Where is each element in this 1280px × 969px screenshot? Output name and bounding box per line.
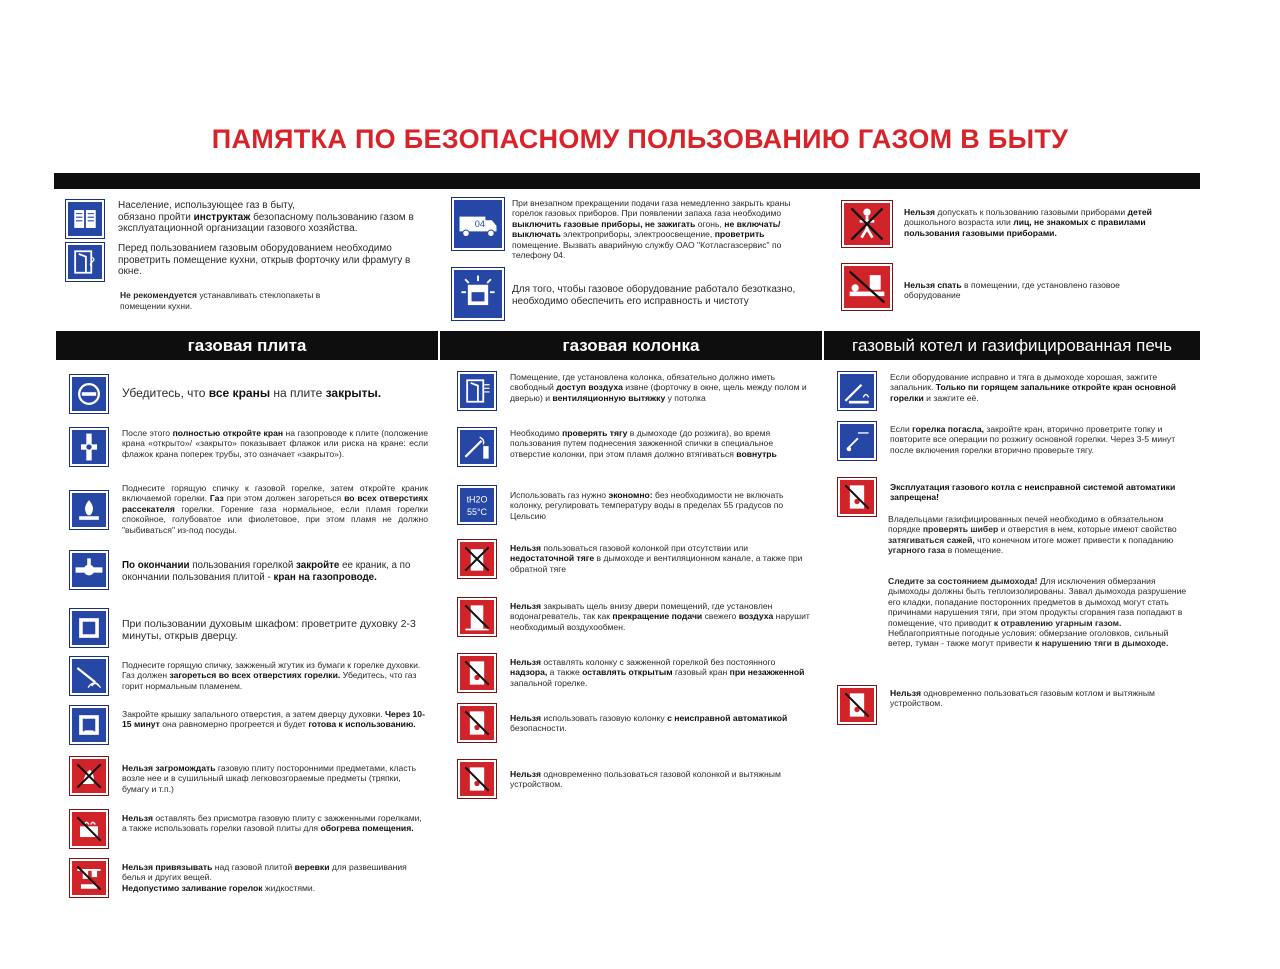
no-sleeping-icon bbox=[842, 264, 892, 310]
stove-item-1: Убедитесь, что все краны на плите закрыты. bbox=[70, 375, 430, 413]
top-item-maintenance bbox=[452, 268, 824, 320]
oven-ventilate-text: При пользовании духовым шкафом: проветрите духовку 2-3 минуты, открыв дверцу. bbox=[122, 618, 416, 642]
heater-item-4: Нельзя пользоваться газовой колонкой при отсутствии или недостаточной тяге в дымоходе и вентиляционном канале, а также при обратной тяге bbox=[458, 540, 818, 578]
no-double-glazing-note: Не рекомендуется устанавливать стеклопакеты в помещении кухни. bbox=[120, 290, 321, 311]
oven-door-icon bbox=[70, 609, 108, 647]
top-item-no-children: Нельзя допускать к пользованию газовыми приборами детей дошкольного возраста или лиц, не знакомых с правилами пользования газовыми приборами. bbox=[842, 201, 1197, 247]
phone-04-badge: 04 bbox=[474, 218, 485, 229]
heater-item-7: Нельзя использовать газовую колонку с неисправной автоматикой безопасности. bbox=[458, 704, 818, 742]
open-window-icon bbox=[66, 243, 104, 281]
svg-text:tH2O: tH2O bbox=[466, 494, 488, 505]
heater-item-3: tH2O 55°C Использовать газ нужно экономно: без необходимости не включать колонку, регулировать температуру воды в пределах 55 градусов по Цельсию bbox=[458, 486, 818, 524]
clean-stove-icon bbox=[452, 268, 504, 320]
emergency-truck-icon bbox=[452, 198, 504, 250]
section-bar-stove: газовая плита bbox=[56, 331, 438, 360]
heater-item-8: Нельзя одновременно пользоваться газовой колонкой и вытяжным устройством. bbox=[458, 760, 818, 798]
top-item-instruction: Население, использующее газ в быту, обязано пройти инструктаж безопасному пользованию газом в эксплуатационной организации газового хозяйства. bbox=[66, 200, 436, 238]
top-item-no-sleeping: Нельзя спать в помещении, где установлено газовое оборудование bbox=[842, 264, 1197, 310]
closed-valve-icon bbox=[70, 375, 108, 413]
section-bar-boiler: газовый котел и газифицированная печь bbox=[824, 331, 1200, 360]
page-title: ПАМЯТКА ПО БЕЗОПАСНОМУ ПОЛЬЗОВАНИЮ ГАЗОМ В БЫТУ bbox=[211, 124, 1069, 154]
draft-check-icon bbox=[458, 428, 496, 466]
stove-item-6: Поднесите горящую спичку, зажженый жгутик из бумаги к горелке духовки. Газ должен загореться во всех отверстиях горелки. Убедитесь, что газ горит нормальным пламенем. bbox=[70, 657, 430, 695]
instruction-book-icon bbox=[66, 200, 104, 238]
stove-item-7: Закройте крышку запального отверстия, а затем дверцу духовки. Через 10-15 минут она равномерно прогреется и будет готова к использованию. bbox=[70, 706, 430, 744]
boiler-chimney-state-note: Следите за состоянием дымохода! Для исключения обмерзания дымоходы должны быть теплоизолированы. Завал дымохода разрушение его кладки, попадание посторонних предметов в дымоход могут стать причинами нарушения тяги, при этом продукты сгорания газа попадают в помещение, что приводит к отравлению угарным газом. Неблагоприятные погодные условия: обмерзание оголовков, сильный ветер, туман - также могут привести к нарушению тяги в дымоходе. bbox=[888, 576, 1187, 649]
pipe-valve-icon bbox=[70, 428, 108, 466]
burner-flame-icon bbox=[70, 491, 108, 529]
boiler-item-2: Если горелка погасла, закройте кран, вторично проветрите топку и повторите все операции по розжигу основной горелки. Через 3-5 минут после включения горелки вторично проверьте тягу. bbox=[838, 422, 1198, 460]
no-closed-door-gap-icon bbox=[458, 598, 496, 636]
stove-item-8: Нельзя загромождать газовую плиту посторонними предметами, класть возле нее и в сушильный шкаф легковозгораемые предметы (тряпки, бумагу и т.п.) bbox=[70, 757, 430, 795]
window-airflow-icon bbox=[458, 372, 496, 410]
no-draft-icon bbox=[458, 540, 496, 578]
no-unattended-heater-icon bbox=[458, 654, 496, 692]
no-exhaust-hood-icon bbox=[458, 760, 496, 798]
no-laundry-icon bbox=[70, 859, 108, 897]
oven-ignite-icon bbox=[70, 657, 108, 695]
boiler-item-6: Нельзя одновременно пользоваться газовым котлом и вытяжным устройством. bbox=[838, 686, 1198, 724]
stove-item-3: Поднесите горящую спичку к газовой горелке, затем откройте краник включаемой горелки. Газ при этом должен загореться во всех отверстиях рассекателя горелки. Горение газа нормальное, если пламя горелки спокойное, голубоватое или фиолетовое, при этом пламя не должно "выбиваться" из-под посуды. bbox=[70, 483, 430, 535]
heater-item-2: Необходимо проверять тягу в дымоходе (до розжига), во время пользования путем поднесения зажженной спички в специальное отверстие колонки, при этом пламя должно втягиваться вовнутрь bbox=[458, 428, 818, 466]
oven-closed-icon bbox=[70, 706, 108, 744]
svg-text:55°C: 55°C bbox=[467, 506, 487, 517]
maintenance-text: Для того, чтобы газовое оборудование работало безотказно, необходимо обеспечить его исправность и чистоту bbox=[512, 284, 796, 307]
gas-pipe-valve-icon bbox=[70, 551, 108, 589]
heater-item-6: Нельзя оставлять колонку с зажженной горелкой без постоянного надзора, а также оставлять открытым газовый кран при незажженной запальной горелке. bbox=[458, 654, 818, 692]
section-bar-heater: газовая колонка bbox=[440, 331, 822, 360]
boiler-chimney-damper-note: Владельцами газифицированных печей необходимо в обязательном порядке проверять шибер и отверстия в нем, которые имеют свойство затягиваться сажей, что конечном итоге может привести к попаданию угарного газа в помещение. bbox=[888, 514, 1177, 556]
heater-item-5: Нельзя закрывать щель внизу двери помещений, где установлен водонагреватель, так как прекращение подачи свежего воздуха нарушит необходимый воздухообмен. bbox=[458, 598, 818, 636]
no-clutter-icon bbox=[70, 757, 108, 795]
stove-item-5 bbox=[70, 609, 430, 647]
top-item-gas-outage: 04 При внезапном прекращении подачи газа немедленно закрыть краны горелок газовых приборов. При появлении запаха газа необходимо выключить газовые приборы, не зажигать огонь, не включать/выключать электроприборы, электроосвещение, проветрить помещение. Вызвать аварийную службу ОАО "Котласгазсервис" по телефону 04. bbox=[452, 198, 824, 260]
no-children-icon bbox=[842, 201, 892, 247]
stove-item-2: После этого полностью откройте кран на газопроводе к плите (положение крана «открыто»/ «закрыто» показывает флажок или риска на кране: если флажок крана поперек трубы, это означает «закрыто»). bbox=[70, 428, 430, 466]
ventilate-text: Перед пользованием газовым оборудованием необходимо проветрить помещение кухни, открыв форточку или фрамугу в окне. bbox=[118, 243, 411, 277]
stove-item-4: По окончании пользования горелкой закройте ее краник, а по окончании пользования плитой - кран на газопроводе. bbox=[70, 551, 430, 589]
boiler-item-1: Если оборудование исправно и тяга в дымоходе хорошая, зажгите запальник. Только пи горящем запальнике откройте кран основной горелки и зажгите её. bbox=[838, 372, 1198, 410]
no-faulty-automation-icon bbox=[458, 704, 496, 742]
top-item-ventilate bbox=[66, 243, 436, 281]
boiler-item-3: Эксплуатация газового котла с неисправной системой автоматики запрещена! bbox=[838, 478, 1198, 516]
no-unattended-icon bbox=[70, 810, 108, 848]
stove-item-10: Нельзя привязывать над газовой плитой веревки для развешивания белья и других вещей. Недопустимо заливание горелок жидкостями. bbox=[70, 859, 430, 897]
stove-item-9: Нельзя оставлять без присмотра газовую плиту с зажженными горелками, а также использовать горелки газовой плиты для обогрева помещения. bbox=[70, 810, 430, 848]
heater-item-1: Помещение, где установлена колонка, обязательно должно иметь свободный доступ воздуха извне (форточку в окне, щель между полом и дверью) и вентиляционную вытяжку у потолка bbox=[458, 372, 818, 410]
no-faulty-boiler-icon bbox=[838, 478, 876, 516]
ignite-pilot-icon bbox=[838, 372, 876, 410]
water-temperature-icon bbox=[458, 486, 496, 524]
relight-burner-icon bbox=[838, 422, 876, 460]
top-divider-bar bbox=[54, 173, 1200, 189]
no-boiler-exhaust-icon bbox=[838, 686, 876, 724]
